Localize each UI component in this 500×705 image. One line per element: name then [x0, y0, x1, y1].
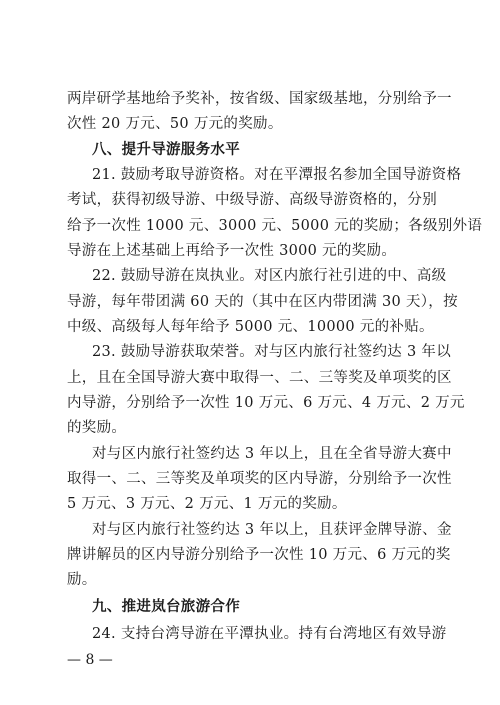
body-text-line: 牌讲解员的区内导游分别给予一次性 10 万元、6 万元的奖: [67, 547, 451, 563]
body-text-line: 5 万元、3 万元、2 万元、1 万元的奖励。: [67, 496, 347, 512]
body-text-line: 23. 鼓励导游获取荣誉。对与区内旅行社签约达 3 年以: [92, 344, 452, 360]
body-text-line: 中级、高级每人每年给予 5000 元、10000 元的补贴。: [67, 319, 434, 335]
body-text-line: 内导游，分别给予一次性 10 万元、6 万元、4 万元、2 万元: [67, 395, 465, 411]
body-text-line: 次性 20 万元、50 万元的奖励。: [67, 116, 283, 132]
body-text-line: 取得一、二、三等奖及单项奖的区内导游，分别给予一次性: [67, 471, 452, 487]
page-number: — 8 —: [67, 652, 113, 668]
body-text-line: 对与区内旅行社签约达 3 年以上，且在全省导游大赛中: [92, 446, 452, 462]
body-text-line: 22. 鼓励导游在岚执业。对区内旅行社引进的中、高级: [92, 268, 447, 284]
body-text-line: 考试，获得初级导游、中级导游、高级导游资格的，分别: [67, 192, 437, 208]
section-heading: 九、推进岚台旅游合作: [92, 599, 240, 615]
body-text-line: 上，且在全国导游大赛中取得一、二、三等奖及单项奖的区: [67, 370, 452, 386]
body-text-line: 励。: [67, 572, 97, 588]
body-text-line: 导游在上述基础上再给予一次性 3000 元的奖励。: [67, 243, 397, 259]
body-text-line: 给予一次性 1000 元、3000 元、5000 元的奖励；各级别外语: [67, 218, 483, 234]
body-text-line: 两岸研学基地给予奖补，按省级、国家级基地，分别给予一: [67, 91, 452, 107]
body-text-line: 24. 支持台湾导游在平潭执业。持有台湾地区有效导游: [92, 626, 447, 642]
body-text-line: 的奖励。: [67, 420, 127, 436]
body-text-line: 导游，每年带团满 60 天的（其中在区内带团满 30 天），按: [67, 294, 458, 310]
section-heading: 八、提升导游服务水平: [92, 142, 240, 158]
body-text-line: 21. 鼓励考取导游资格。对在平潭报名参加全国导游资格: [92, 167, 462, 183]
body-text-line: 对与区内旅行社签约达 3 年以上，且获评金牌导游、金: [92, 522, 452, 538]
